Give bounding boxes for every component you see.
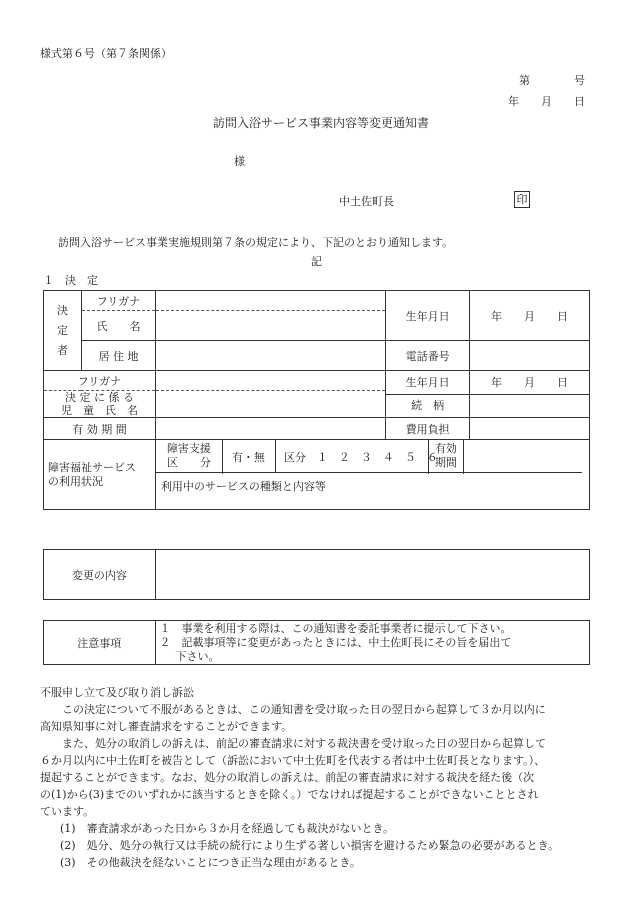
seal-mark: 印 — [514, 191, 530, 208]
welfare-service-details — [155, 440, 589, 510]
decider-label: 決 定 者 — [44, 291, 82, 371]
appeal-section — [40, 684, 598, 871]
appeal-p1-line: この決定について不服があるときは、この通知書を受け取った日の翌日から起算して３か月以内に — [62, 703, 546, 716]
services-in-use-label: 利用中のサービスの種類と内容等 — [160, 480, 326, 493]
appeal-p1-line: 高知県知事に対し審査請求をすることができます。 — [40, 720, 293, 733]
child-birth-relation-fields[interactable]: 年 月 日 — [470, 371, 590, 418]
section-decision-title: １ 決 定 — [43, 274, 98, 287]
notes-table — [43, 620, 590, 665]
child-furigana-label: フリガナ — [44, 371, 156, 391]
ki-marker: 記 — [311, 255, 322, 268]
appeal-p2-line: 提起することができます。なお、処分の取消しの訴えは、前記の審査請求に対する裁決を経た後（次 — [40, 771, 535, 784]
notes-item-2-cont: 下さい。 — [175, 649, 220, 663]
child-name-field[interactable] — [155, 391, 385, 418]
appeal-condition-item: (2) 処分、処分の執行又は手続の続行により生ずる著しい損害を避けるため緊急の必要があるとき。 — [60, 839, 560, 852]
address-field[interactable] — [155, 341, 385, 371]
cost-label: 費用負担 — [386, 418, 470, 440]
valid-term-label: 有効 期間 — [428, 440, 464, 474]
support-category-label: 障害支援 区 分 — [156, 440, 223, 474]
child-name-label: 決 定 に 係 る 児 童 氏 名 — [44, 391, 156, 418]
document-title: 訪問入浴サービス事業内容等変更通知書 — [213, 116, 430, 130]
notes-content — [155, 621, 589, 665]
document-number-line: 第 号 — [519, 74, 585, 87]
change-content-field[interactable] — [155, 550, 589, 600]
appeal-p2-line: ６か月以内に中土佐町を被告として（訴訟において中土佐町を代表する者は中土佐町長となります。）、 — [40, 754, 546, 767]
birthdate-label: 生年月日 — [386, 291, 470, 341]
notes-label: 注意事項 — [44, 621, 156, 665]
date-line: 年 月 日 — [508, 95, 585, 108]
form-number: 様式第６号（第７条関係） — [40, 47, 172, 60]
decision-table — [43, 290, 590, 510]
appeal-condition-item: (1) 審査請求があった日から３か月を経過しても裁決がないとき。 — [60, 822, 395, 835]
valid-period-label: 有 効 期 間 — [44, 418, 156, 440]
appeal-p2-line: また、処分の取消しの訴えは、前記の審査請求に対する裁決書を受け取った日の翌日から起算して — [62, 737, 546, 750]
notes-item-2: ２ 記載事項等に変更があったときには、中土佐町長にその旨を届出て — [159, 635, 512, 649]
yes-no-option[interactable]: 有・無 — [231, 451, 265, 464]
child-birth-relation-labels: 生年月日 続 柄 — [386, 371, 470, 418]
appeal-p2-line: ています。 — [40, 805, 95, 818]
issuer-name: 中土佐町長 — [339, 195, 394, 208]
notes-item-1: １ 事業を利用する際は、この通知書を委託事業者に提示して下さい。 — [159, 621, 512, 635]
valid-period-field[interactable] — [155, 418, 385, 440]
change-content-table — [43, 549, 590, 600]
phone-label: 電話番号 — [386, 341, 470, 371]
birthdate-field[interactable]: 年 月 日 — [470, 291, 590, 341]
change-content-label: 変更の内容 — [44, 550, 156, 600]
furigana-field[interactable] — [155, 291, 385, 311]
recipient-suffix: 様 — [234, 155, 245, 168]
appeal-condition-item: (3) その他裁決を経ないことにつき正当な理由があるとき。 — [60, 856, 361, 869]
address-label: 居 住 地 — [81, 341, 155, 371]
welfare-service-label: 障害福祉サービス の利用状況 — [44, 440, 156, 510]
cost-field[interactable] — [470, 418, 590, 440]
name-field[interactable] — [155, 311, 385, 341]
appeal-p2-line: の(1)から(3)までのいずれかに該当するときを除く。）でなければ提起することができないこととされ — [40, 788, 539, 801]
appeal-heading: 不服申し立て及び取り消し訴訟 — [40, 686, 194, 699]
phone-field[interactable] — [470, 341, 590, 371]
furigana-label: フリガナ — [81, 291, 155, 311]
intro-sentence: 訪問入浴サービス事業実施規則第７条の規定により、下記のとおり通知します。 — [58, 236, 454, 249]
name-label: 氏 名 — [81, 311, 155, 341]
child-furigana-field[interactable] — [155, 371, 385, 391]
category-options[interactable]: 区分 １ ２ ３ ４ ５ ６ — [283, 451, 438, 464]
